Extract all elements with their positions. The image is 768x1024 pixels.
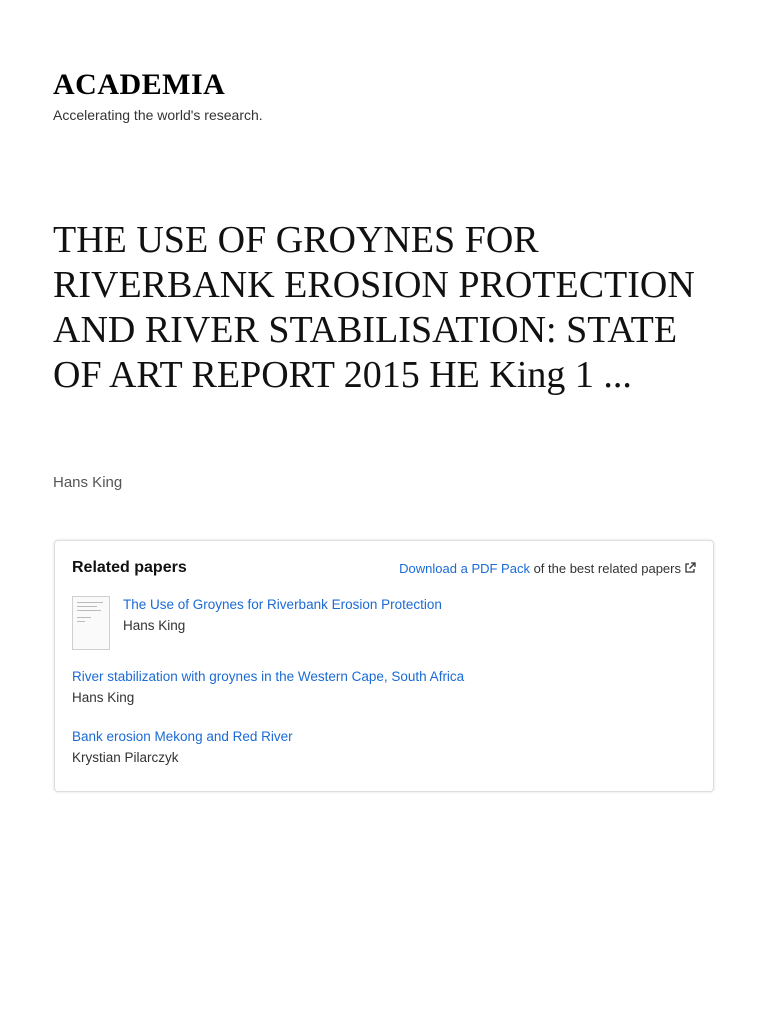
related-paper-author: Hans King — [72, 690, 135, 705]
download-pdf-pack-suffix: of the best related papers — [529, 561, 681, 576]
paper-thumbnail-icon[interactable] — [72, 596, 110, 650]
tagline: Accelerating the world's research. — [53, 107, 263, 123]
external-link-icon[interactable] — [684, 561, 696, 579]
related-paper-title[interactable]: River stabilization with groynes in the Western Cape, South Africa — [72, 669, 465, 684]
related-paper-author: Hans King — [123, 618, 186, 633]
related-paper-author: Krystian Pilarczyk — [72, 750, 179, 765]
related-papers-panel — [54, 540, 714, 792]
related-paper-item — [123, 596, 442, 635]
academia-logo[interactable]: ACADEMIA — [53, 68, 226, 101]
download-pdf-pack-line — [399, 560, 696, 579]
document-author[interactable]: Hans King — [53, 474, 123, 491]
related-papers-heading: Related papers — [72, 559, 187, 576]
download-pdf-pack-link[interactable]: Download a PDF Pack — [399, 561, 530, 576]
related-paper-item — [72, 668, 464, 707]
related-paper-title[interactable]: Bank erosion Mekong and Red River — [72, 729, 293, 744]
related-paper-item — [72, 728, 293, 767]
document-title: THE USE OF GROYNES FOR RIVERBANK EROSION PROTECTION AND RIVER STABILISATION: STATE OF ART REPORT 2015 HE King 1 ... — [53, 219, 695, 396]
related-paper-title[interactable]: The Use of Groynes for Riverbank Erosion Protection — [123, 597, 442, 612]
